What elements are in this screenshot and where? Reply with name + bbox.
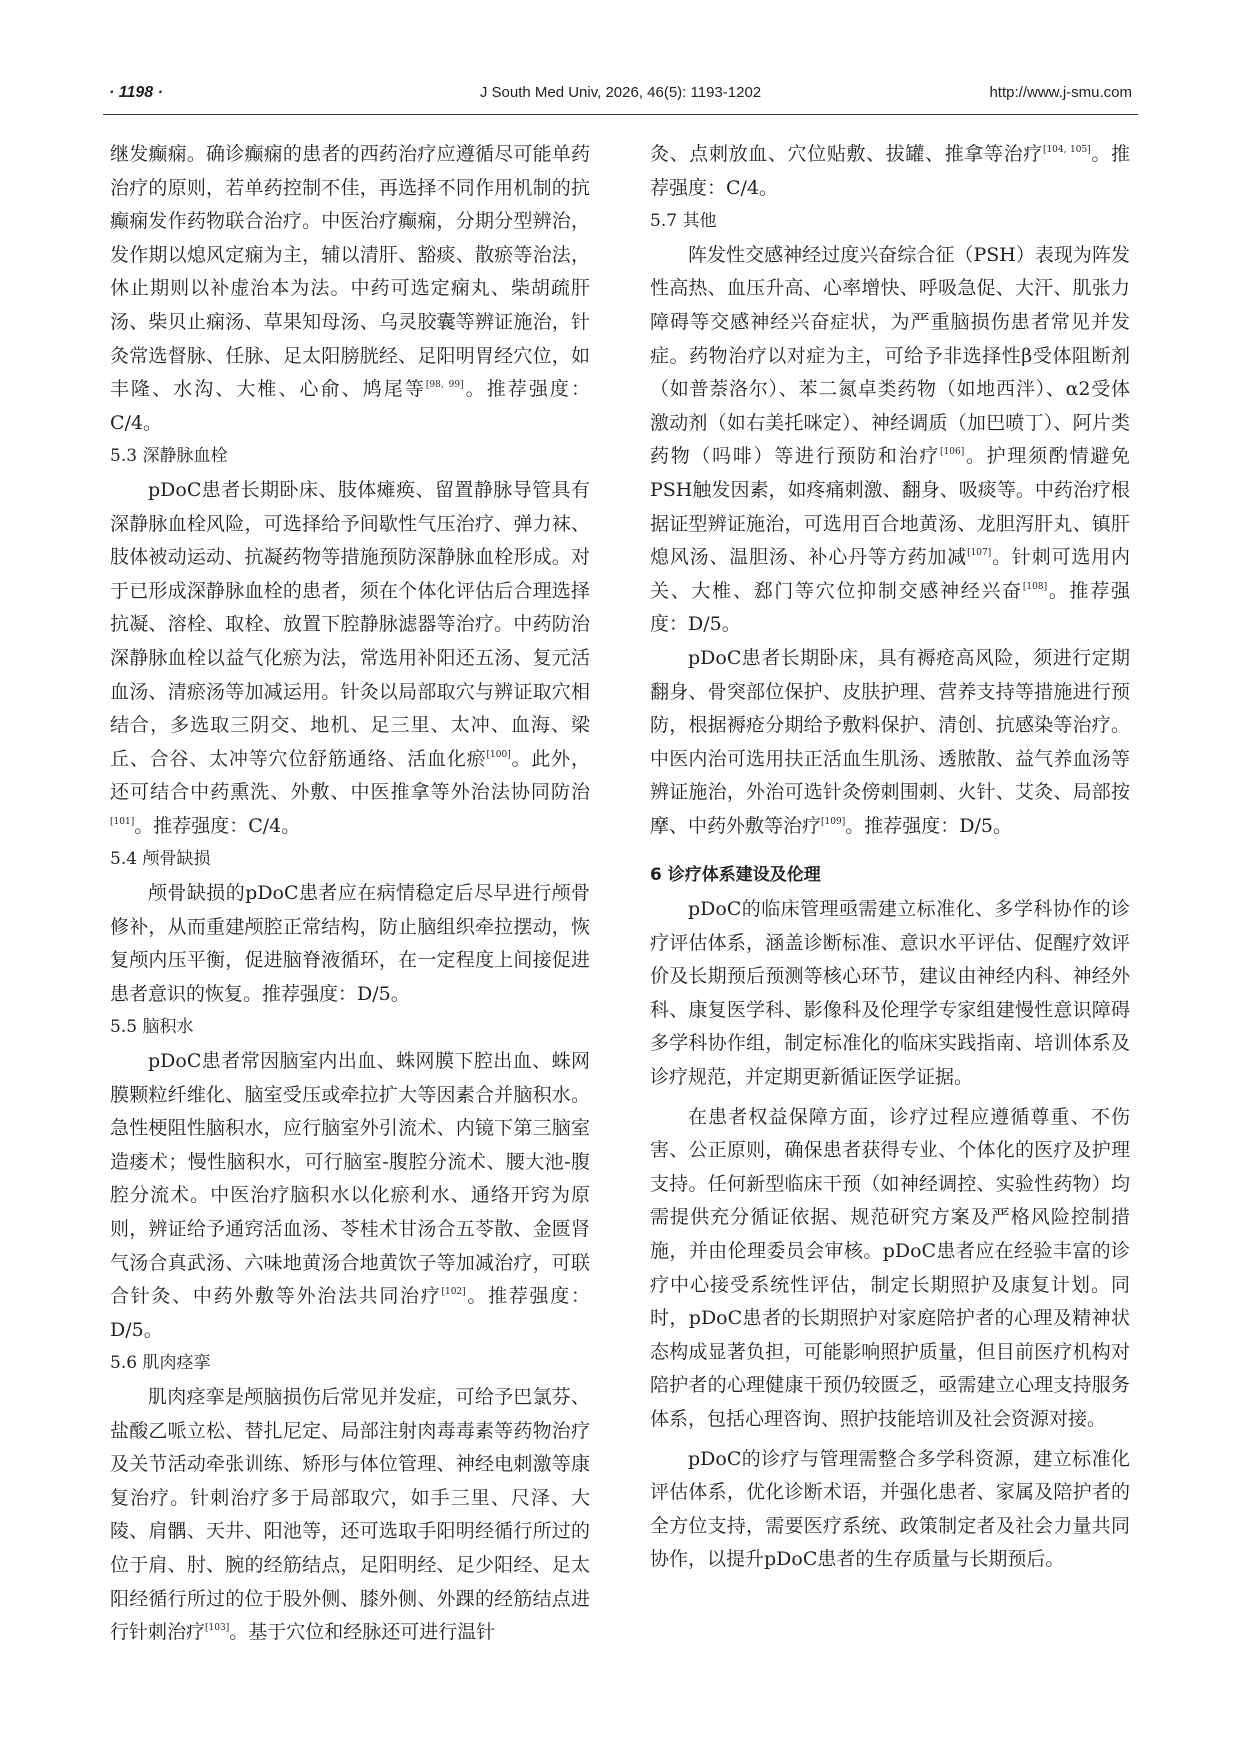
citation-ref[interactable]: [100] bbox=[486, 749, 511, 760]
section-heading-5-6: 5.6 肌肉痉挛 bbox=[110, 1353, 211, 1374]
citation-ref[interactable]: [103] bbox=[205, 1623, 230, 1634]
citation-ref[interactable]: [104, 105] bbox=[1042, 145, 1091, 155]
paragraph-spasm-continued: 灸、点刺放血、穴位贴敷、拔罐、推拿等治疗[104, 105]。推荐强度：C/4。 bbox=[650, 143, 1130, 199]
journal-url[interactable]: http://www.j-smu.com bbox=[989, 84, 1132, 101]
paragraph-skull-defect: 颅骨缺损的pDoC患者应在病情稳定后尽早进行颅骨修补，从而重建颅腔正常结构，防止脑组织牵拉摆动，恢复颅内压平衡，促进脑脊液循环，在一定程度上间接促进患者意识的恢复。推荐强度：D/5。 bbox=[110, 882, 590, 1005]
citation-ref[interactable]: [98, 99] bbox=[425, 380, 464, 391]
page-number: · 1198 · bbox=[109, 84, 163, 101]
section-heading-5-5: 5.5 脑积水 bbox=[110, 1017, 194, 1038]
paragraph-dvt: pDoC患者长期卧床、肢体瘫痪、留置静脉导管具有深静脉血栓风险，可选择给予间歇性气压治疗、弹力袜、肢体被动运动、抗凝药物等措施预防深静脉血栓形成。对于已形成深静脉血栓的患者，须在个体化评估后合理选择抗凝、溶栓、取栓、放置下腔静脉滤器等治疗。中药防治深静脉血栓以益气化瘀为法，常选用补阳还五汤、复元活血汤、清瘀汤等加减运用。针灸以局部取穴与辨证取穴相结合，多选取三阴交、地机、足三里、太冲、血海、梁丘、合谷、太冲等穴位舒筋通络、活血化瘀[100]。此外，还可结合中药熏洗、外敷、中医推拿等外治法协同防治[101]。推荐强度：C/4。 bbox=[110, 478, 590, 837]
citation-ref[interactable]: [101] bbox=[110, 816, 135, 827]
section-heading-6: 6 诊疗体系建设及伦理 bbox=[650, 865, 821, 886]
paragraph-epilepsy-continued: 继发癫痫。确诊癫痫的患者的西药治疗应遵循尽可能单药治疗的原则，若单药控制不佳，再选择不同作用机制的抗癫痫发作药物联合治疗。中医治疗癫痫，分期分型辨治，发作期以熄风定痫为主，辅以清肝、豁痰、散瘀等治法，休止期则以补虚治本为法。中药可选定痫丸、柴胡疏肝汤、柴贝止痫汤、草果知母汤、乌灵胶囊等辨证施治，针灸常选督脉、任脉、足太阳膀胱经、足阳明胃经穴位，如丰隆、水沟、大椎、心俞、鸠尾等[98, 99]。推荐强度：C/4。 bbox=[110, 143, 590, 434]
citation-ref[interactable]: [109] bbox=[821, 816, 846, 827]
paragraph-conclusion: pDoC的诊疗与管理需整合多学科资源，建立标准化评估体系，优化诊断术语，并强化患者、家属及陪护者的全方位支持，需要医疗系统、政策制定者及社会力量共同协作，以提升pDoC患者的生存质量与长期预后。 bbox=[650, 1447, 1130, 1571]
right-column bbox=[650, 138, 1130, 1577]
paragraph-hydrocephalus: pDoC患者常因脑室内出血、蛛网膜下腔出血、蛛网膜颗粒纤维化、脑室受压或牵拉扩大等因素合并脑积水。急性梗阻性脑积水，应行脑室外引流术、内镜下第三脑室造瘘术；慢性脑积水，可行脑室-腹腔分流术、腰大池-腹腔分流术。中医治疗脑积水以化瘀利水、通络开窍为原则，辨证给予通窍活血汤、苓桂术甘汤合五苓散、金匮肾气汤合真武汤、六味地黄汤合地黄饮子等加减治疗，可联合针灸、中药外敷等外治法共同治疗[102]。推荐强度：D/5。 bbox=[110, 1050, 590, 1341]
left-column bbox=[110, 138, 590, 1650]
citation-ref[interactable]: [102] bbox=[441, 1287, 466, 1298]
paragraph-psh: 阵发性交感神经过度兴奋综合征（PSH）表现为阵发性高热、血压升高、心率增快、呼吸急促、大汗、肌张力障碍等交感神经兴奋症状，为严重脑损伤患者常见并发症。药物治疗以对症为主，可给予非选择性β受体阻断剂（如普萘洛尔）、苯二氮卓类药物（如地西泮）、α2受体激动剂（如右美托咪定）、神经调质（加巴喷丁）、阿片类药物（吗啡）等进行预防和治疗[106]。护理须酌情避免PSH触发因素，如疼痛刺激、翻身、吸痰等。中药治疗根据证型辨证施治，可选用百合地黄汤、龙胆泻肝丸、镇肝熄风汤、温胆汤、补心丹等方药加减[107]。针刺可选用内关、大椎、郄门等穴位抑制交感神经兴奋[108]。推荐强度：D/5。 bbox=[650, 243, 1130, 636]
paragraph-patient-rights: 在患者权益保障方面，诊疗过程应遵循尊重、不伤害、公正原则，确保患者获得专业、个体化的医疗及护理支持。任何新型临床干预（如神经调控、实验性药物）均需提供充分循证依据、规范研究方案及严格风险控制措施，并由伦理委员会审核。pDoC患者应在经验丰富的诊疗中心接受系统性评估，制定长期照护及康复计划。同时，pDoC患者的长期照护对家庭陪护者的心理及精神状态构成显著负担，可能影响照护质量，但目前医疗机构对陪护者的心理健康干预仍较匮乏，亟需建立心理支持服务体系，包括心理咨询、照护技能培训及社会资源对接。 bbox=[650, 1105, 1130, 1430]
citation-ref[interactable]: [106] bbox=[940, 447, 965, 458]
paragraph-spasm: 肌肉痉挛是颅脑损伤后常见并发症，可给予巴氯芬、盐酸乙哌立松、替扎尼定、局部注射肉毒毒素等药物治疗及关节活动牵张训练、矫形与体位管理、神经电刺激等康复治疗。针刺治疗多于局部取穴，如手三里、尺泽、大陵、肩髃、天井、阳池等，还可选取手阳明经循行所过的位于肩、肘、腕的经筋结点，足阳明经、足少阳经、足太阳经循行所过的位于股外侧、膝外侧、外踝的经筋结点进行针刺治疗[103]。基于穴位和经脉还可进行温针 bbox=[110, 1385, 590, 1644]
citation-ref[interactable]: [107] bbox=[967, 548, 992, 559]
section-heading-5-7: 5.7 其他 bbox=[650, 211, 717, 232]
section-heading-5-4: 5.4 颅骨缺损 bbox=[110, 849, 211, 870]
paragraph-system-building: pDoC的临床管理亟需建立标准化、多学科协作的诊疗评估体系，涵盖诊断标准、意识水平评估、促醒疗效评价及长期预后预测等核心环节，建议由神经内科、神经外科、康复医学科、影像科及伦理学专家组建慢性意识障碍多学科协作组，制定标准化的临床实践指南、培训体系及诊疗规范，并定期更新循证医学证据。 bbox=[650, 898, 1130, 1089]
paragraph-pressure-sores: pDoC患者长期卧床，具有褥疮高风险，须进行定期翻身、骨突部位保护、皮肤护理、营养支持等措施进行预防，根据褥疮分期给予敷料保护、清创、抗感染等治疗。中医内治可选用扶正活血生肌汤、透脓散、益气养血汤等辨证施治，外治可选针灸傍刺围刺、火针、艾灸、局部按摩、中药外敷等治疗[109]。推荐强度：D/5。 bbox=[650, 646, 1130, 837]
journal-citation: J South Med Univ, 2026, 46(5): 1193-1202 bbox=[479, 84, 762, 101]
section-heading-5-3: 5.3 深静脉血栓 bbox=[110, 446, 228, 467]
page-header bbox=[103, 78, 1138, 115]
citation-ref[interactable]: [108] bbox=[1022, 581, 1048, 592]
